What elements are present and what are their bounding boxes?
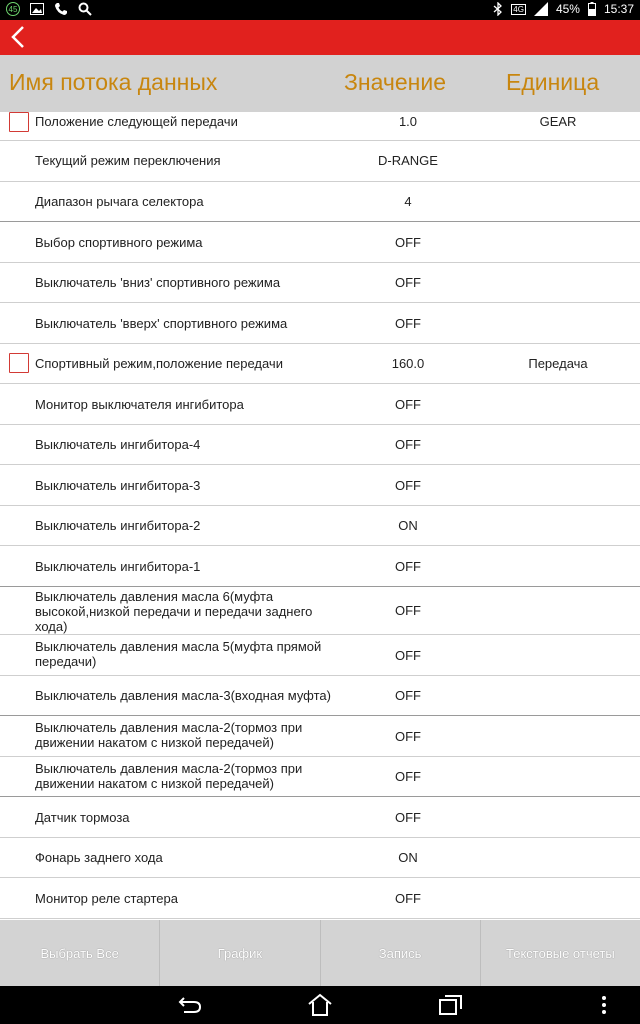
more-vert-icon bbox=[596, 992, 612, 1018]
action-bar bbox=[0, 20, 640, 55]
row-name: Выключатель давления масла-2(тормоз при движении накатом с низкой передачей) bbox=[35, 720, 303, 750]
select-all-button[interactable]: Выбрать Все bbox=[0, 920, 160, 986]
list-item[interactable] bbox=[0, 675, 640, 715]
row-divider bbox=[0, 918, 640, 919]
list-item[interactable] bbox=[0, 505, 640, 545]
graph-button[interactable]: График bbox=[160, 920, 320, 986]
row-name: Монитор реле стартера bbox=[35, 891, 178, 906]
list-item[interactable] bbox=[0, 877, 640, 918]
status-bar bbox=[0, 0, 640, 20]
row-name: Положение следующей передачи bbox=[35, 114, 238, 129]
row-name: Выключатель давления масла-2(тормоз при движении накатом с низкой передачей) bbox=[35, 761, 303, 791]
nav-back-button[interactable] bbox=[176, 992, 204, 1018]
row-value: OFF bbox=[395, 648, 421, 663]
list-item[interactable] bbox=[0, 302, 640, 343]
list-item[interactable] bbox=[0, 221, 640, 262]
row-value: ON bbox=[398, 850, 418, 865]
row-value: OFF bbox=[395, 769, 421, 784]
bottom-toolbar bbox=[0, 920, 640, 986]
row-value: OFF bbox=[395, 559, 421, 574]
row-name: Монитор выключателя ингибитора bbox=[35, 397, 244, 412]
nav-home-button[interactable] bbox=[306, 992, 334, 1018]
list-item[interactable] bbox=[0, 545, 640, 586]
row-value: ON bbox=[398, 518, 418, 533]
row-value: OFF bbox=[395, 275, 421, 290]
nav-menu-button[interactable] bbox=[596, 992, 612, 1018]
bluetooth-icon bbox=[493, 2, 503, 16]
list-item[interactable] bbox=[0, 796, 640, 837]
row-value: OFF bbox=[395, 235, 421, 250]
row-name: Выключатель ингибитора-1 bbox=[35, 559, 201, 574]
header-value: Значение bbox=[344, 69, 446, 95]
row-name: Выключатель давления масла 5(муфта прямой передачи) bbox=[35, 639, 322, 669]
row-value: 1.0 bbox=[398, 114, 418, 129]
row-value: OFF bbox=[395, 397, 421, 412]
row-value: D-RANGE bbox=[378, 153, 438, 168]
row-name: Выключатель давления масла 6(муфта высокой,низкой передачи и передачи заднего хода) bbox=[35, 589, 313, 634]
row-name: Выбор спортивного режима bbox=[35, 235, 203, 250]
row-value: 4 bbox=[404, 194, 412, 209]
list-item[interactable] bbox=[0, 715, 640, 756]
network-type-label: 4G bbox=[513, 4, 524, 14]
recent-apps-icon bbox=[436, 992, 464, 1018]
header-unit: Единица bbox=[506, 69, 600, 95]
row-name: Выключатель ингибитора-2 bbox=[35, 518, 201, 533]
back-button[interactable] bbox=[6, 23, 34, 51]
row-name: Спортивный режим,положение передачи bbox=[35, 356, 283, 371]
row-value: 160.0 bbox=[391, 356, 425, 371]
notification-count-badge: 45 bbox=[6, 2, 20, 16]
list-item[interactable] bbox=[0, 140, 640, 181]
list-item[interactable] bbox=[0, 634, 640, 675]
clock: 15:37 bbox=[603, 2, 634, 16]
table-header bbox=[0, 55, 640, 112]
list-item[interactable] bbox=[0, 756, 640, 796]
search-icon bbox=[78, 2, 92, 16]
row-value: OFF bbox=[395, 810, 421, 825]
battery-percent: 45% bbox=[555, 2, 580, 16]
list-item[interactable] bbox=[0, 383, 640, 424]
row-name: Выключатель 'вниз' спортивного режима bbox=[35, 275, 281, 290]
text-reports-button[interactable]: Текстовые отчеты bbox=[481, 920, 640, 986]
row-value: OFF bbox=[395, 478, 421, 493]
row-name: Датчик тормоза bbox=[35, 810, 130, 825]
header-name: Имя потока данных bbox=[9, 69, 218, 95]
row-value: OFF bbox=[395, 729, 421, 744]
row-name: Фонарь заднего хода bbox=[35, 850, 163, 865]
list-item[interactable] bbox=[0, 112, 640, 132]
row-name: Выключатель давления масла-3(входная муфта) bbox=[35, 688, 331, 703]
row-unit: GEAR bbox=[539, 114, 577, 129]
row-name: Диапазон рычага селектора bbox=[35, 194, 204, 209]
list-item[interactable] bbox=[0, 424, 640, 464]
row-name: Выключатель ингибитора-4 bbox=[35, 437, 201, 452]
list-item[interactable] bbox=[0, 343, 640, 383]
row-value: OFF bbox=[395, 437, 421, 452]
row-unit: Передача bbox=[528, 356, 588, 371]
row-name: Выключатель ингибитора-3 bbox=[35, 478, 201, 493]
signal-icon bbox=[534, 2, 548, 16]
list-item[interactable] bbox=[0, 262, 640, 302]
chevron-left-icon bbox=[6, 23, 34, 51]
row-name: Выключатель 'вверх' спортивного режима bbox=[35, 316, 288, 331]
list-item[interactable] bbox=[0, 586, 640, 634]
nav-recent-button[interactable] bbox=[436, 992, 464, 1018]
data-stream-list[interactable] bbox=[0, 112, 640, 920]
list-item[interactable] bbox=[0, 837, 640, 877]
record-button[interactable]: Запись bbox=[321, 920, 481, 986]
row-checkbox[interactable] bbox=[9, 112, 29, 132]
row-checkbox[interactable] bbox=[9, 353, 29, 373]
row-value: OFF bbox=[395, 891, 421, 906]
home-icon bbox=[306, 992, 334, 1018]
battery-icon bbox=[588, 2, 596, 16]
back-arrow-icon bbox=[176, 992, 204, 1018]
navigation-bar bbox=[0, 986, 640, 1024]
row-name: Текущий режим переключения bbox=[35, 153, 221, 168]
phone-icon bbox=[54, 2, 68, 16]
image-icon bbox=[30, 3, 44, 15]
row-value: OFF bbox=[395, 603, 421, 618]
row-value: OFF bbox=[395, 316, 421, 331]
list-item[interactable] bbox=[0, 464, 640, 505]
row-value: OFF bbox=[395, 688, 421, 703]
list-item[interactable] bbox=[0, 181, 640, 221]
